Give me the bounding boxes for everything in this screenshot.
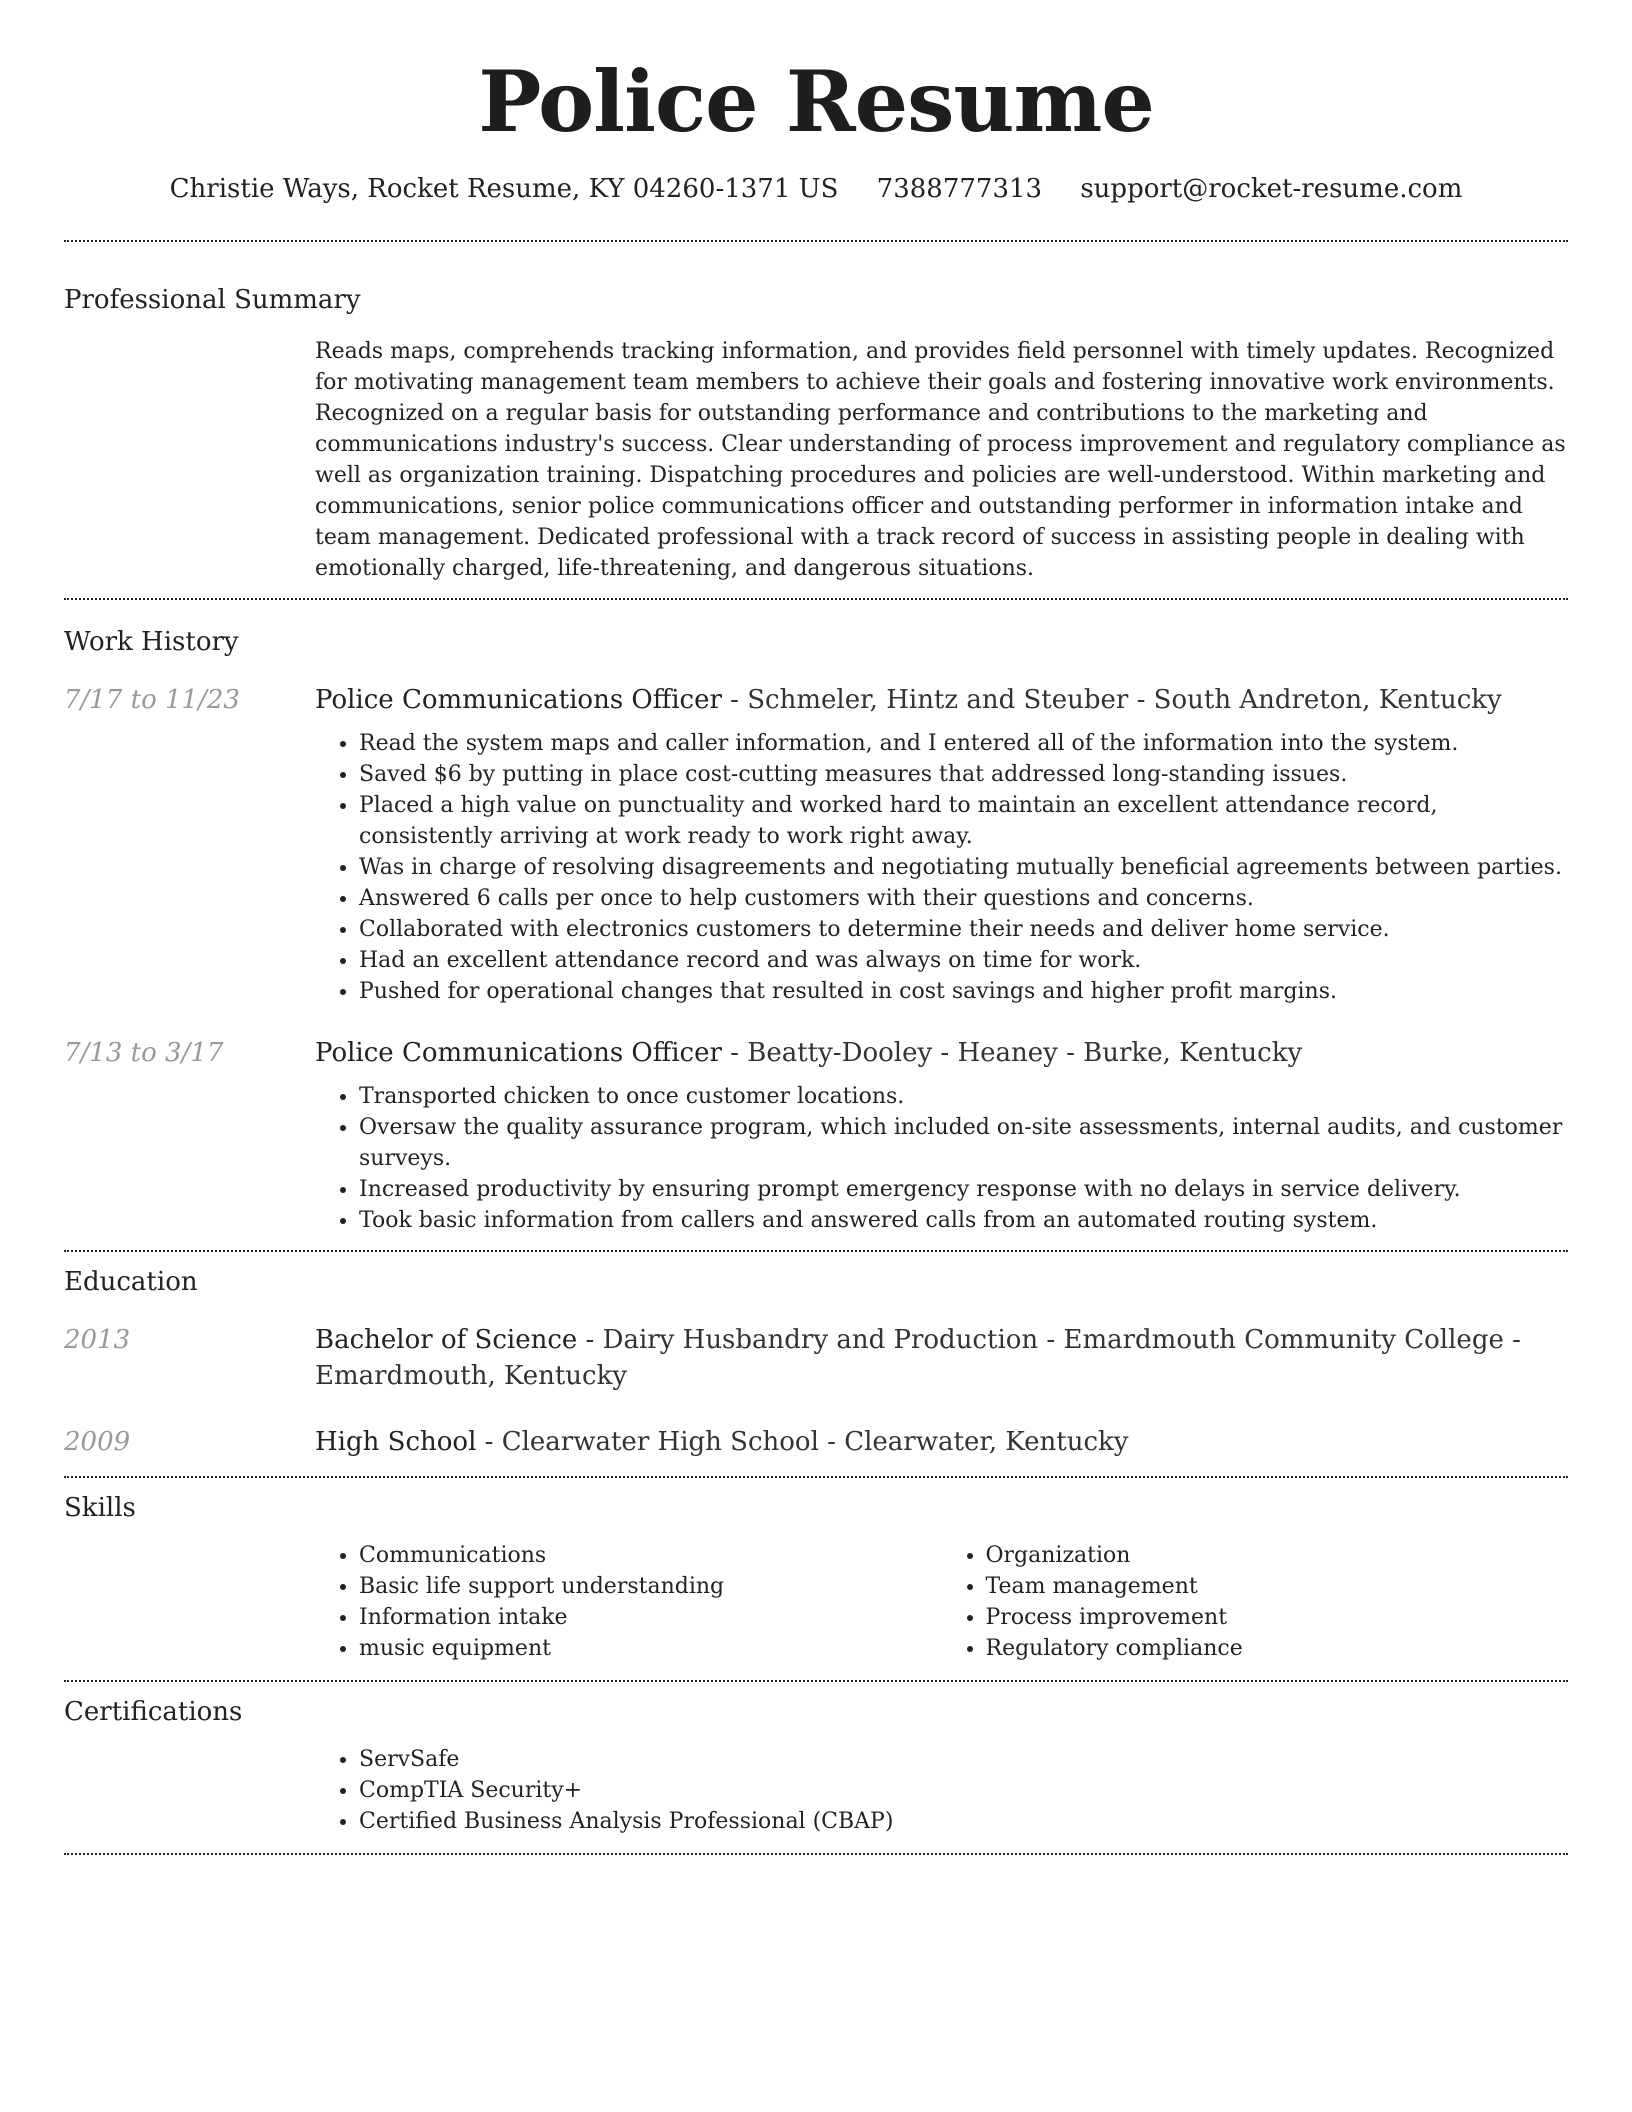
education-degree: High School: [315, 1427, 477, 1457]
job-title: Police Communications Officer: [315, 1038, 722, 1068]
divider: [64, 1853, 1568, 1855]
job-bullet: • Saved $6 by putting in place cost-cutting measures that addressed long-standing issues.: [359, 759, 1568, 790]
education-year: 2013: [64, 1325, 131, 1355]
certifications-section: [64, 1696, 1568, 1837]
page-title: Police Resume: [478, 52, 1154, 151]
skill-item: • Organization: [986, 1540, 1569, 1571]
education-school: - Clearwater High School - Clearwater, Kentucky: [476, 1427, 1129, 1457]
divider: [64, 1680, 1568, 1682]
contact-address: Christie Ways, Rocket Resume, KY 04260-1371 US: [169, 174, 839, 204]
job-entry: [64, 1035, 1568, 1236]
job-bullets: [315, 1081, 1568, 1236]
job-dates: 7/13 to 3/17: [64, 1038, 224, 1068]
certification-item: • Certified Business Analysis Professional (CBAP): [359, 1806, 1568, 1837]
job-details: [315, 682, 1568, 1007]
job-bullet: • Was in charge of resolving disagreements and negotiating mutually beneficial agreements between parties.: [359, 852, 1568, 883]
education-year: 2009: [64, 1427, 131, 1457]
work-history-section: [64, 600, 1568, 1236]
skill-item: • Information intake: [359, 1602, 942, 1633]
job-dates: 7/17 to 11/23: [64, 685, 240, 715]
job-bullet: • Took basic information from callers and answered calls from an automated routing system.: [359, 1205, 1568, 1236]
divider: [64, 1250, 1568, 1252]
job-bullet: • Had an excellent attendance record and was always on time for work.: [359, 945, 1568, 976]
job-bullets: [315, 728, 1568, 1007]
skill-item: • Communications: [359, 1540, 942, 1571]
job-bullet: • Answered 6 calls per once to help customers with their questions and concerns.: [359, 883, 1568, 914]
certification-item: • ServSafe: [359, 1744, 1568, 1775]
education-section: [64, 1266, 1568, 1460]
education-details: [315, 1424, 1568, 1460]
skill-item: • Basic life support understanding: [359, 1571, 942, 1602]
skills-list-left: [315, 1540, 942, 1664]
skills-heading: Skills: [64, 1493, 136, 1523]
education-entry: [64, 1322, 1568, 1394]
skills-section: [64, 1492, 1568, 1664]
contact-line: [64, 172, 1568, 206]
divider: [64, 240, 1568, 242]
job-heading: [315, 682, 1568, 718]
education-entry: [64, 1424, 1568, 1460]
job-entry: [64, 682, 1568, 1007]
skill-item: • Team management: [986, 1571, 1569, 1602]
job-bullet: • Oversaw the quality assurance program, which included on-site assessments, internal audits, and customer surveys.: [359, 1112, 1568, 1174]
divider: [64, 1476, 1568, 1478]
certifications-list: [315, 1744, 1568, 1837]
job-bullet: • Collaborated with electronics customers to determine their needs and deliver home service.: [359, 914, 1568, 945]
summary-text: Reads maps, comprehends tracking information, and provides field personnel with timely updates. Recognized for motivating management team members to achieve their goals and fostering innovative work environments. Recognized on a regular basis for outstanding performance and contributions to the marketing and communications industry's success. Clear understanding of process improvement and regulatory compliance as well as organization training. Dispatching procedures and policies are well-understood. Within marketing and communications, senior police communications officer and outstanding performer in information intake and team management. Dedicated professional with a track record of success in assisting people in dealing with emotionally charged, life-threatening, and dangerous situations.: [315, 339, 1566, 581]
education-heading: Education: [64, 1267, 198, 1297]
education-school: - Dairy Husbandry and Production - Emardmouth Community College - Emardmouth, Kentucky: [315, 1325, 1521, 1391]
job-details: [315, 1035, 1568, 1236]
certification-item: • CompTIA Security+: [359, 1775, 1568, 1806]
job-employer: - Beatty-Dooley - Heaney - Burke, Kentucky: [721, 1038, 1303, 1068]
work-history-heading: Work History: [64, 627, 239, 657]
contact-email: support@rocket-resume.com: [1080, 174, 1463, 204]
job-title: Police Communications Officer: [315, 685, 722, 715]
job-bullet: • Placed a high value on punctuality and worked hard to maintain an excellent attendance record, consistently arriving at work ready to work right away.: [359, 790, 1568, 852]
certifications-heading: Certifications: [64, 1697, 243, 1727]
job-bullet: • Transported chicken to once customer locations.: [359, 1081, 1568, 1112]
skills-list-right: [942, 1540, 1569, 1664]
summary-heading: Professional Summary: [64, 285, 361, 315]
skill-item: • Regulatory compliance: [986, 1633, 1569, 1664]
job-employer: - Schmeler, Hintz and Steuber - South Andreton, Kentucky: [721, 685, 1502, 715]
resume-page: [64, 0, 1568, 1855]
job-bullet: • Pushed for operational changes that resulted in cost savings and higher profit margins.: [359, 976, 1568, 1007]
skill-item: • Process improvement: [986, 1602, 1569, 1633]
skill-item: • music equipment: [359, 1633, 942, 1664]
skills-columns: [315, 1540, 1568, 1664]
job-heading: [315, 1035, 1568, 1071]
contact-phone: 7388777313: [876, 174, 1043, 204]
job-bullet: • Increased productivity by ensuring prompt emergency response with no delays in service delivery.: [359, 1174, 1568, 1205]
education-details: [315, 1322, 1568, 1394]
education-degree: Bachelor of Science: [315, 1325, 578, 1355]
job-bullet: • Read the system maps and caller information, and I entered all of the information into the system.: [359, 728, 1568, 759]
